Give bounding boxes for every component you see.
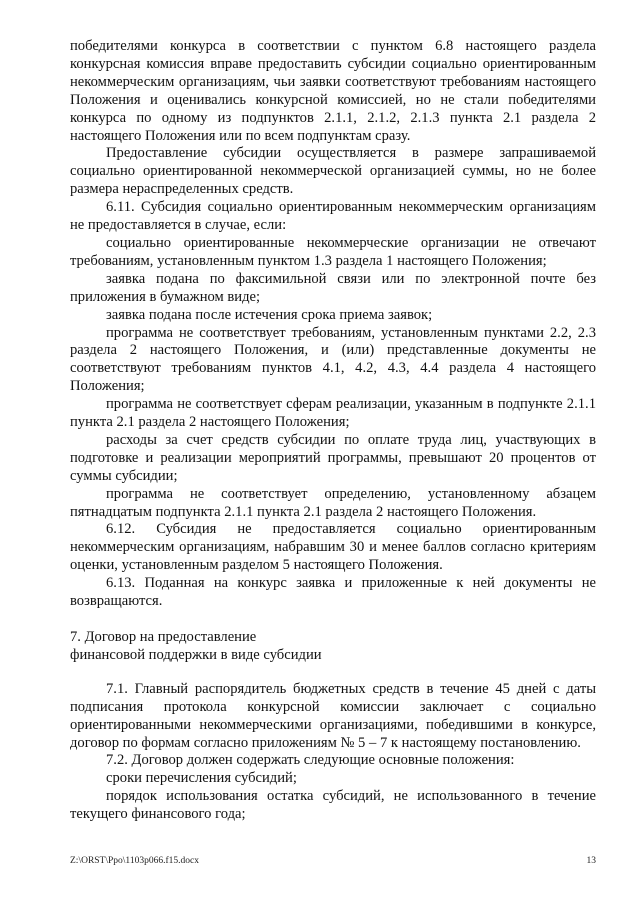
section-heading-line-1: 7. Договор на предоставление [70,629,257,645]
paragraph: порядок использования остатка субсидий, не использованного в течение текущего финансового года; [70,788,596,823]
paragraph: программа не соответствует определению, установленному абзацем пятнадцатым подпункта 2.1.1 пункта 2.1 раздела 2 настоящего Положения. [70,485,596,520]
paragraph: программа не соответствует требованиям, установленным пунктами 2.2, 2.3 раздела 2 настоящего Положения, и (или) представленные документы не соответствуют требованиям пунктов 4.1, 4.2, 4.3, 4.4 раздела 4 настоящего Положения; [70,324,596,395]
footer-file-path: Z:\ORST\Ppo\1103p066.f15.docx [70,856,199,866]
paragraph: 7.1. Главный распорядитель бюджетных средств в течение 45 дней с даты подписания протокола конкурсной комиссии заключает с социально ориентированными некоммерческими организациями, победившими в конкурсе, договор по формам согласно приложениям № 5 – 7 к настоящему постановлению. [70,680,596,751]
section-heading [70,629,596,665]
paragraph: Предоставление субсидии осуществляется в размере запрашиваемой социально ориентированной некоммерческой организацией суммы, но не более размера нераспределенных средств. [70,145,596,198]
paragraph: 6.12. Субсидия не предоставляется социально ориентированным некоммерческим организациям, набравшим 30 и менее баллов согласно критериям оценки, установленным разделом 5 настоящего Положения. [70,521,596,574]
paragraph: сроки перечисления субсидий; [106,770,297,787]
document-body [70,38,596,824]
section-heading-line-2: финансовой поддержки в виде субсидии [70,646,322,663]
paragraph: 6.11. Субсидия социально ориентированным некоммерческим организациям не предоставляется в случае, если: [70,199,596,234]
paragraph: расходы за счет средств субсидии по оплате труда лиц, участвующих в подготовке и реализации мероприятий программы, превышают 20 процентов от суммы субсидии; [70,431,596,484]
paragraph: программа не соответствует сферам реализации, указанным в подпункте 2.1.1 пункта 2.1 раздела 2 настоящего Положения; [70,396,596,431]
paragraph: социально ориентированные некоммерческие организации не отвечают требованиям, установленным пунктом 1.3 раздела 1 настоящего Положения; [70,234,596,269]
paragraph: 6.13. Поданная на конкурс заявка и приложенные к ней документы не возвращаются. [70,575,596,610]
page-number: 13 [586,856,596,866]
paragraph: заявка подана по факсимильной связи или по электронной почте без приложения в бумажном виде; [70,270,596,305]
paragraph: заявка подана после истечения срока приема заявок; [106,306,433,323]
paragraph: победителями конкурса в соответствии с пунктом 6.8 настоящего раздела конкурсная комиссия вправе предоставить субсидии социально ориентированным некоммерческим организациям, чьи заявки соответствуют требованиям настоящего Положения и оценивались конкурсной комиссией, но не стали победителями конкурса по одному из подпунктов 2.1.1, 2.1.2, 2.1.3 пункта 2.1 раздела 2 настоящего Положения или по всем подпунктам сразу. [70,38,596,144]
paragraph: 7.2. Договор должен содержать следующие основные положения: [106,752,515,769]
